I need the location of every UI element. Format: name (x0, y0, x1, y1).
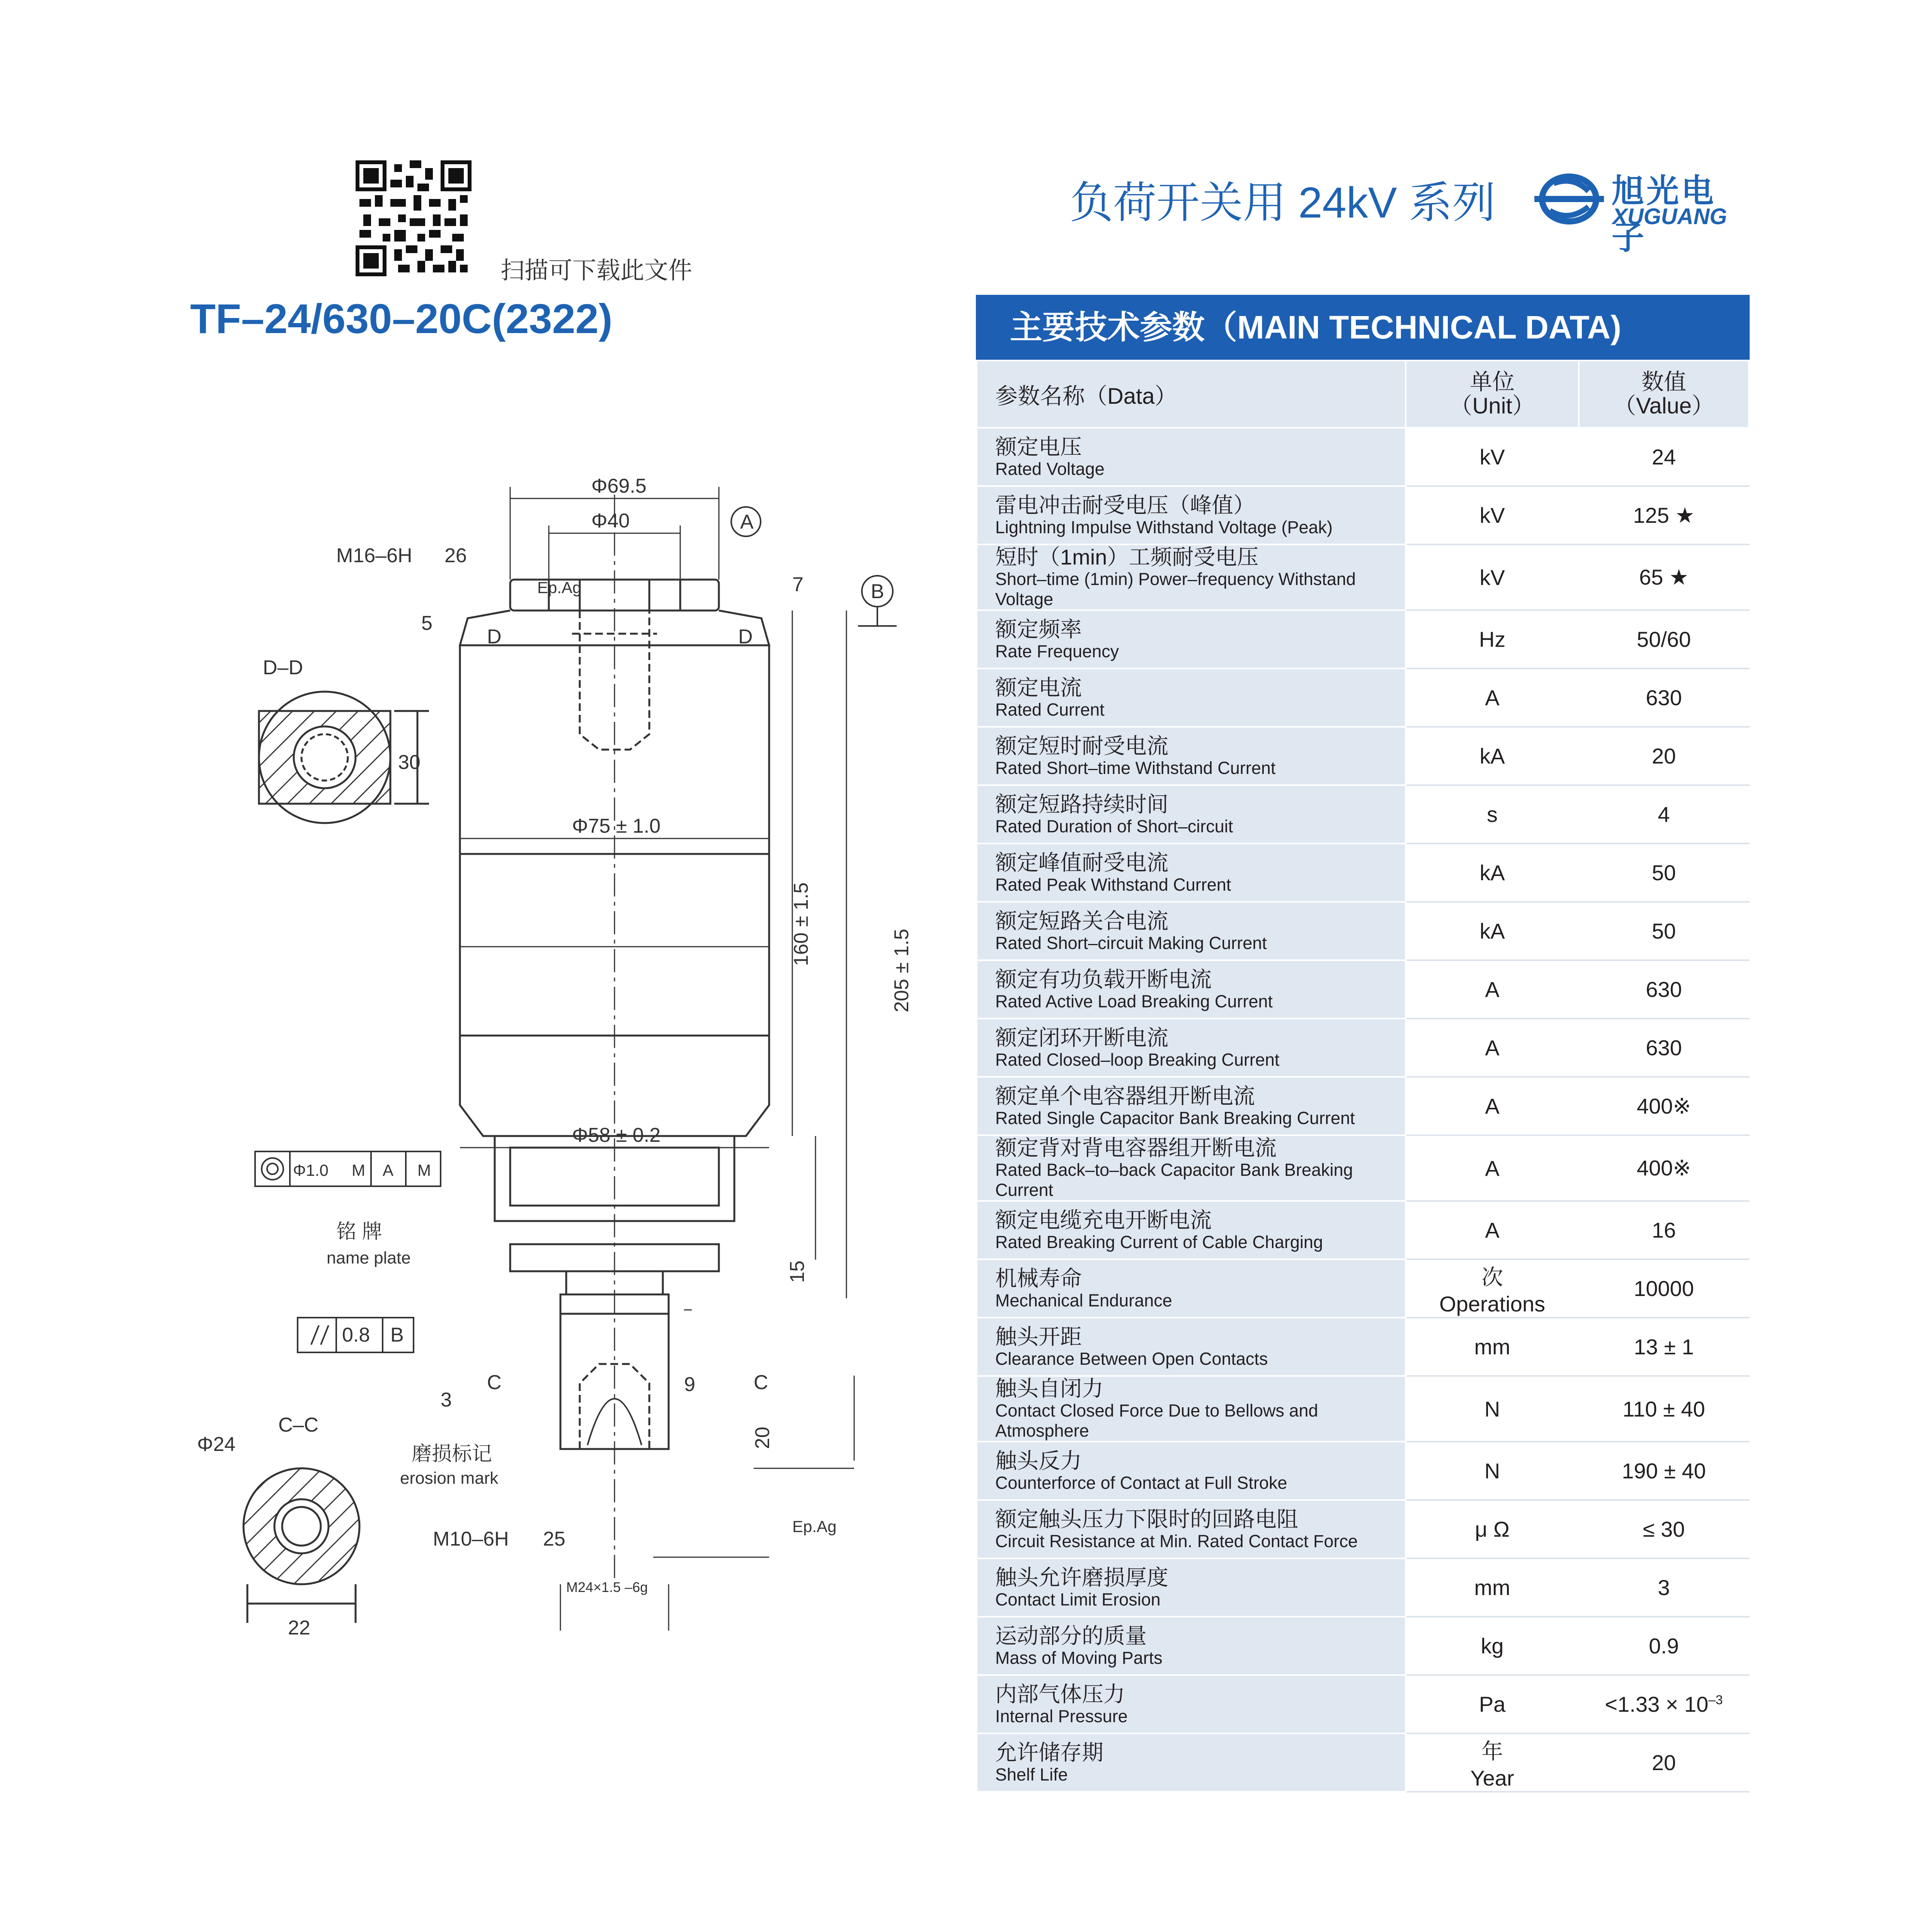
param-cn: 额定有功负载开断电流 (995, 967, 1212, 992)
value: ≤ 30 (1643, 1517, 1685, 1541)
param-en: Rated Short–time Withstand Current (995, 758, 1276, 778)
unit-cell (1406, 486, 1579, 544)
tech-table-header (977, 361, 1749, 428)
param-en: Clearance Between Open Contacts (995, 1349, 1268, 1369)
param-en: Mechanical Endurance (995, 1290, 1172, 1310)
nameplate-en: name plate (327, 1248, 411, 1267)
section-cc: C–C (278, 1414, 319, 1436)
table-row (977, 844, 1749, 902)
value-cell (1579, 727, 1749, 785)
dim-22: 22 (288, 1617, 310, 1639)
value: 3 (1658, 1575, 1670, 1600)
table-row (977, 785, 1749, 844)
value: 630 (1646, 1036, 1682, 1060)
unit-cell (1406, 1376, 1579, 1442)
unit: A (1485, 1094, 1500, 1118)
table-row (977, 1500, 1749, 1558)
unit: kA (1479, 744, 1505, 768)
param-cn: 额定短路持续时间 (995, 792, 1168, 816)
param-cn: 额定短路关合电流 (995, 908, 1168, 933)
unit: A (1485, 1218, 1500, 1242)
param-cell (977, 844, 1406, 902)
unit: 次 (1481, 1265, 1503, 1289)
dim-20: 20 (751, 1427, 774, 1449)
value-cell (1579, 544, 1749, 610)
sec-d-right: D (738, 626, 753, 648)
value-cell (1579, 902, 1749, 960)
section-dd: D–D (263, 656, 303, 679)
table-row (977, 544, 1749, 610)
unit: 年 (1481, 1739, 1503, 1764)
value-cell (1579, 668, 1749, 727)
value: 16 (1651, 1218, 1676, 1242)
value: 20 (1651, 744, 1676, 768)
param-cell (977, 428, 1406, 486)
param-cell (977, 727, 1406, 785)
unit: kV (1479, 565, 1505, 590)
param-cn: 允许储存期 (995, 1740, 1103, 1765)
value-cell (1579, 1675, 1749, 1733)
thread-outer: M24×1.5 –6g (566, 1579, 648, 1595)
datum-b: B (871, 580, 884, 603)
unit: A (1485, 1156, 1500, 1180)
unit-cell (1406, 668, 1579, 727)
dim-phi75: Φ75 ± 1.0 (572, 815, 661, 837)
unit: kV (1479, 503, 1505, 527)
value: 4 (1658, 802, 1670, 827)
unit-cell (1406, 1617, 1579, 1675)
unit-cell (1406, 902, 1579, 960)
unit-cell (1406, 1318, 1579, 1376)
param-en: Rated Voltage (995, 459, 1105, 479)
value-cell (1579, 1259, 1749, 1318)
param-cn: 额定电压 (995, 434, 1082, 459)
param-en: Counterforce of Contact at Full Stroke (995, 1473, 1287, 1493)
unit-cell (1406, 1259, 1579, 1318)
value-cell (1579, 486, 1749, 544)
model-number: TF–24/630–20C(2322) (190, 295, 613, 342)
unit: A (1485, 685, 1500, 710)
table-row (977, 610, 1749, 668)
unit-cell (1406, 1135, 1579, 1201)
header-unit: 单位 （Unit） (1406, 361, 1579, 428)
unit: kg (1481, 1634, 1504, 1658)
value-cell (1579, 844, 1749, 902)
value-cell (1579, 1318, 1749, 1376)
value: 190 ± 40 (1622, 1459, 1706, 1483)
value-cell (1579, 1500, 1749, 1558)
param-en: Short–time (1min) Power–frequency Withstand Voltage (995, 569, 1356, 609)
param-cn: 额定电缆充电开断电流 (995, 1208, 1212, 1232)
unit: A (1485, 977, 1500, 1002)
value-cell (1579, 960, 1749, 1019)
series-title: 负荷开关用 24kV 系列 (1070, 179, 1496, 227)
unit-cell (1406, 1442, 1579, 1500)
unit-cell (1406, 1019, 1579, 1077)
dim-5: 5 (421, 612, 432, 634)
tech-table-title: 主要技术参数（MAIN TECHNICAL DATA) (976, 295, 1750, 360)
header-value: 数值 （Value） (1579, 361, 1749, 428)
param-cn: 短时（1min）工频耐受电压 (995, 545, 1259, 569)
param-en: Contact Closed Force Due to Bellows and Atmosphere (995, 1401, 1318, 1440)
param-cn: 额定闭环开断电流 (995, 1025, 1168, 1050)
param-cn: 触头允许磨损厚度 (995, 1565, 1168, 1590)
value: 400※ (1636, 1156, 1691, 1180)
param-cell (977, 902, 1406, 960)
unit-cell (1406, 1500, 1579, 1558)
dim-15: 15 (786, 1260, 809, 1283)
value: 50 (1651, 919, 1676, 943)
table-row (977, 1318, 1749, 1376)
brand-logo (1531, 160, 1747, 256)
unit-cell (1406, 844, 1579, 902)
dim-phi695: Φ69.5 (591, 475, 647, 497)
erosion-cn: 磨损标记 (412, 1443, 492, 1465)
unit: kA (1479, 919, 1505, 943)
table-row (977, 1558, 1749, 1617)
table-row (977, 1675, 1749, 1733)
param-en: Internal Pressure (995, 1706, 1128, 1726)
value: 20 (1651, 1750, 1676, 1775)
unit: N (1484, 1459, 1500, 1483)
value-cell (1579, 1617, 1749, 1675)
param-cn: 额定触头压力下限时的回路电阻 (995, 1507, 1298, 1531)
param-cell (977, 610, 1406, 668)
sec-d-left: D (487, 626, 502, 648)
param-cell (977, 1500, 1406, 1558)
coax-m1: M (352, 1161, 365, 1179)
unit-en: Operations (1439, 1292, 1545, 1316)
parallel-datum: B (390, 1324, 404, 1346)
param-cn: 内部气体压力 (995, 1682, 1125, 1706)
param-en: Rated Breaking Current of Cable Charging (995, 1232, 1323, 1252)
param-cell (977, 1318, 1406, 1376)
table-row (977, 1442, 1749, 1500)
param-cell (977, 1201, 1406, 1259)
value-cell (1579, 1135, 1749, 1201)
dim-30: 30 (398, 751, 421, 774)
value: 630 (1646, 685, 1682, 710)
value-cell (1579, 1376, 1749, 1442)
dim-phi58: Φ58 ± 0.2 (572, 1124, 661, 1146)
unit-cell (1406, 428, 1579, 486)
table-row (977, 1077, 1749, 1135)
value: 125 ★ (1633, 503, 1695, 527)
table-row (977, 1259, 1749, 1318)
qr-caption: 扫描可下载此文件 (501, 257, 693, 284)
param-en: Lightning Impulse Withstand Voltage (Peak) (995, 517, 1333, 537)
dim-phi24: Φ24 (197, 1433, 236, 1456)
coax-tol: Φ1.0 (293, 1161, 329, 1179)
param-cell (977, 1442, 1406, 1500)
sec-c-right: C (754, 1371, 768, 1394)
param-cell (977, 960, 1406, 1019)
sec-c-left: C (487, 1371, 502, 1394)
value: 110 ± 40 (1622, 1396, 1705, 1421)
coax-m2: M (417, 1161, 431, 1179)
param-cn: 雷电冲击耐受电压（峰值） (995, 493, 1255, 517)
param-cn: 额定背对背电容器组开断电流 (995, 1136, 1277, 1160)
dim-205: 205 ± 1.5 (890, 929, 913, 1012)
param-cell (977, 1558, 1406, 1617)
qr-code (356, 160, 472, 276)
value-cell (1579, 1558, 1749, 1617)
param-en: Mass of Moving Parts (995, 1648, 1163, 1668)
param-cell (977, 544, 1406, 610)
table-row (977, 668, 1749, 727)
parallel-val: 0.8 (342, 1324, 370, 1346)
param-en: Circuit Resistance at Min. Rated Contact Force (995, 1531, 1358, 1551)
param-cell (977, 1376, 1406, 1442)
value: 13 ± 1 (1634, 1335, 1694, 1359)
unit: mm (1474, 1575, 1510, 1600)
table-row (977, 1617, 1749, 1675)
unit: μ Ω (1475, 1517, 1510, 1541)
param-en: Rated Short–circuit Making Current (995, 933, 1267, 953)
erosion-en: erosion mark (400, 1469, 499, 1488)
nameplate-cn: 铭 牌 (336, 1221, 382, 1243)
param-cn: 运动部分的质量 (995, 1623, 1147, 1648)
unit-cell (1406, 960, 1579, 1019)
param-en: Rate Frequency (995, 641, 1119, 661)
unit: Pa (1479, 1692, 1506, 1716)
param-cell (977, 668, 1406, 727)
dim-160: 160 ± 1.5 (790, 882, 812, 966)
unit-cell (1406, 1201, 1579, 1259)
logo-cn: 旭光电子 (1612, 173, 1716, 256)
param-en: Shelf Life (995, 1764, 1068, 1784)
ep-ag-top: Ep.Ag (537, 578, 582, 597)
table-row (977, 1201, 1749, 1259)
unit: s (1487, 802, 1498, 827)
param-cell (977, 1019, 1406, 1077)
value: 400※ (1636, 1094, 1691, 1118)
value-cell (1579, 1019, 1749, 1077)
table-row (977, 1019, 1749, 1077)
unit-en: Year (1470, 1766, 1514, 1790)
unit: N (1484, 1396, 1500, 1421)
unit: Hz (1479, 627, 1506, 651)
unit: kA (1479, 861, 1505, 885)
table-row (977, 1135, 1749, 1201)
header-param: 参数名称（Data） (977, 361, 1406, 428)
dim-9: 9 (684, 1373, 695, 1396)
param-cn: 额定电流 (995, 675, 1082, 700)
param-cell (977, 1135, 1406, 1201)
param-cell (977, 1617, 1406, 1675)
param-en: Rated Single Capacitor Bank Breaking Current (995, 1108, 1355, 1128)
table-row (977, 1376, 1749, 1442)
ep-ag-bottom: Ep.Ag (792, 1517, 837, 1536)
value: 50 (1651, 861, 1676, 885)
value: 0.9 (1649, 1634, 1679, 1658)
datum-a: A (740, 511, 754, 533)
unit-cell (1406, 610, 1579, 668)
param-en: Rated Active Load Breaking Current (995, 991, 1273, 1011)
param-en: Rated Duration of Short–circuit (995, 816, 1233, 836)
table-row (977, 428, 1749, 486)
value: <1.33 × 10 (1605, 1692, 1709, 1716)
value-cell (1579, 1201, 1749, 1259)
table-row (977, 902, 1749, 960)
param-cn: 触头开距 (995, 1324, 1082, 1349)
logo-en: XUGUANG (1612, 204, 1727, 229)
unit: kV (1479, 445, 1505, 469)
param-cn: 额定峰值耐受电流 (995, 850, 1168, 875)
value-cell (1579, 1077, 1749, 1135)
value: 630 (1646, 977, 1682, 1002)
thread-top: M16–6H (336, 544, 412, 567)
unit-cell (1406, 1733, 1579, 1792)
param-cn: 机械寿命 (995, 1266, 1082, 1291)
unit: A (1485, 1036, 1500, 1060)
unit-cell (1406, 727, 1579, 785)
unit-cell (1406, 1675, 1579, 1733)
value: 50/60 (1636, 627, 1691, 651)
dim-3: 3 (441, 1389, 452, 1411)
unit-cell (1406, 544, 1579, 610)
param-cell (977, 785, 1406, 844)
technical-drawing (189, 464, 943, 1681)
unit-cell (1406, 1558, 1579, 1617)
param-cn: 额定短时耐受电流 (995, 733, 1168, 758)
thread-bottom: M10–6H (433, 1528, 509, 1550)
dim-7: 7 (792, 573, 804, 596)
param-cell (977, 1675, 1406, 1733)
thread-bottom-depth: 25 (543, 1528, 565, 1550)
param-cn: 额定频率 (995, 617, 1082, 641)
table-row (977, 486, 1749, 544)
value-cell (1579, 610, 1749, 668)
value: 24 (1651, 445, 1676, 469)
table-row (977, 960, 1749, 1019)
param-en: Rated Peak Withstand Current (995, 874, 1231, 895)
logo-emblem-icon (1531, 160, 1608, 238)
value-cell (1579, 1442, 1749, 1500)
value-cell (1579, 785, 1749, 844)
unit-cell (1406, 1077, 1579, 1135)
param-cell (977, 1259, 1406, 1318)
param-en: Contact Limit Erosion (995, 1589, 1161, 1609)
param-cn: 触头自闭力 (995, 1376, 1103, 1401)
coax-a: A (383, 1161, 394, 1179)
main-technical-data-table (976, 295, 1750, 1793)
param-cell (977, 1077, 1406, 1135)
dim-phi40: Φ40 (591, 510, 630, 532)
unit: mm (1474, 1335, 1510, 1359)
value: 65 ★ (1639, 565, 1689, 589)
param-en: Rated Current (995, 699, 1105, 719)
thread-top-depth: 26 (444, 544, 467, 567)
param-cell (977, 486, 1406, 544)
param-cn: 额定单个电容器组开断电流 (995, 1083, 1255, 1108)
table-row (977, 1733, 1749, 1792)
param-cell (977, 1733, 1406, 1792)
table-row (977, 727, 1749, 785)
value-cell (1579, 428, 1749, 486)
param-en: Rated Closed–loop Breaking Current (995, 1049, 1280, 1070)
value-cell (1579, 1733, 1749, 1792)
param-en: Rated Back–to–back Capacitor Bank Breaking Current (995, 1160, 1353, 1200)
unit-cell (1406, 785, 1579, 844)
param-cn: 触头反力 (995, 1448, 1082, 1473)
value: 10000 (1634, 1276, 1694, 1301)
value-exponent: –3 (1708, 1693, 1723, 1708)
